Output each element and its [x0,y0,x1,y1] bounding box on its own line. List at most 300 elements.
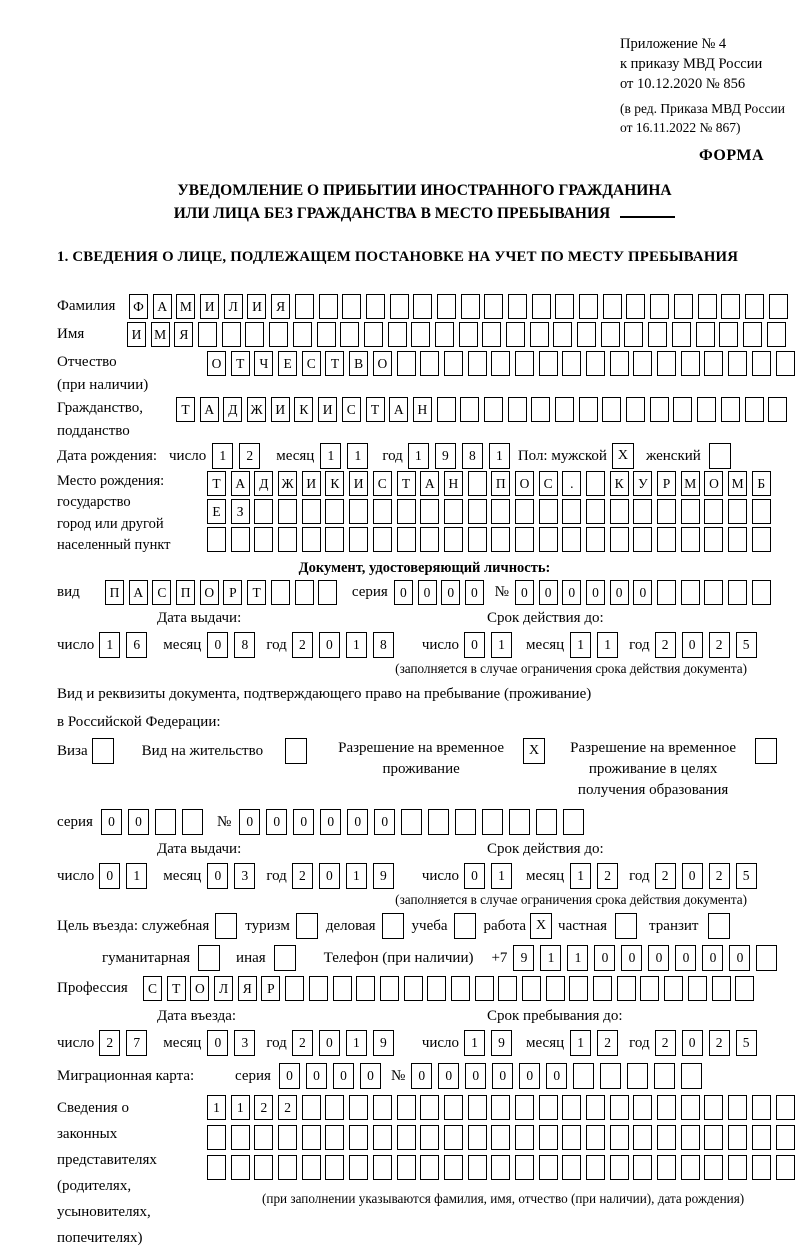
char-cell[interactable]: А [129,580,148,605]
char-cell[interactable] [325,499,344,524]
char-cell[interactable] [650,397,669,422]
char-cell[interactable] [455,809,476,835]
char-cell[interactable]: 0 [546,1063,567,1089]
char-cell[interactable]: И [318,397,337,422]
char-cell[interactable] [728,1095,747,1120]
char-cell[interactable] [610,351,629,376]
char-cell[interactable] [610,527,629,552]
char-cell[interactable] [674,294,693,319]
char-cell[interactable] [640,976,659,1001]
char-cell[interactable] [657,499,676,524]
char-cell[interactable]: О [200,580,219,605]
char-cell[interactable] [681,1063,702,1089]
char-cell[interactable] [498,976,517,1001]
char-cell[interactable]: И [127,322,146,347]
char-cell[interactable]: И [247,294,266,319]
char-cell[interactable] [508,397,527,422]
char-cell[interactable] [325,1155,344,1180]
char-cell[interactable] [468,1095,487,1120]
char-cell[interactable] [579,294,598,319]
char-cell[interactable]: 1 [99,632,120,658]
char-cell[interactable] [752,499,771,524]
char-cell[interactable] [610,1155,629,1180]
char-cell[interactable]: И [302,471,321,496]
char-cell[interactable] [222,322,241,347]
char-cell[interactable] [420,1095,439,1120]
char-cell[interactable] [356,976,375,1001]
char-cell[interactable]: П [491,471,510,496]
char-cell[interactable] [627,1063,648,1089]
char-cell[interactable]: 0 [682,1030,703,1056]
char-cell[interactable]: Т [366,397,385,422]
purpose-tourism-checkbox[interactable] [296,913,318,939]
char-cell[interactable]: 0 [207,863,228,889]
char-cell[interactable] [342,294,361,319]
char-cell[interactable]: 0 [465,1063,486,1089]
char-cell[interactable] [681,1095,700,1120]
char-cell[interactable] [411,322,430,347]
char-cell[interactable] [648,322,667,347]
char-cell[interactable] [539,499,558,524]
char-cell[interactable]: Е [207,499,226,524]
char-cell[interactable] [198,322,217,347]
char-cell[interactable] [562,1125,581,1150]
char-cell[interactable]: С [373,471,392,496]
char-cell[interactable] [444,499,463,524]
char-cell[interactable]: Л [224,294,243,319]
char-cell[interactable] [309,976,328,1001]
char-cell[interactable] [586,1125,605,1150]
char-cell[interactable]: 0 [464,863,485,889]
char-cell[interactable]: . [562,471,581,496]
char-cell[interactable] [633,527,652,552]
char-cell[interactable] [586,471,605,496]
char-cell[interactable]: К [294,397,313,422]
sex-male-checkbox[interactable]: X [612,443,634,469]
char-cell[interactable]: Т [207,471,226,496]
char-cell[interactable]: 0 [441,580,460,605]
char-cell[interactable] [278,1125,297,1150]
char-cell[interactable]: М [176,294,195,319]
char-cell[interactable]: 1 [231,1095,250,1120]
char-cell[interactable]: О [373,351,392,376]
residence-permit-checkbox[interactable] [285,738,307,764]
char-cell[interactable]: 9 [373,863,394,889]
char-cell[interactable] [325,527,344,552]
char-cell[interactable] [231,1155,250,1180]
char-cell[interactable] [182,809,203,835]
char-cell[interactable]: 5 [736,863,757,889]
char-cell[interactable] [626,397,645,422]
char-cell[interactable]: 0 [519,1063,540,1089]
char-cell[interactable] [459,322,478,347]
char-cell[interactable]: 2 [709,863,730,889]
char-cell[interactable] [657,1155,676,1180]
char-cell[interactable] [728,527,747,552]
char-cell[interactable]: 0 [347,809,368,835]
char-cell[interactable] [657,351,676,376]
char-cell[interactable] [506,322,525,347]
char-cell[interactable] [704,1125,723,1150]
char-cell[interactable] [482,809,503,835]
char-cell[interactable] [245,322,264,347]
char-cell[interactable] [491,499,510,524]
char-cell[interactable] [302,1095,321,1120]
char-cell[interactable]: 1 [408,443,429,469]
char-cell[interactable] [633,1125,652,1150]
char-cell[interactable] [508,294,527,319]
char-cell[interactable] [397,351,416,376]
char-cell[interactable] [681,499,700,524]
char-cell[interactable] [728,499,747,524]
char-cell[interactable]: З [231,499,250,524]
char-cell[interactable]: К [610,471,629,496]
char-cell[interactable] [491,1095,510,1120]
char-cell[interactable]: Ф [129,294,148,319]
char-cell[interactable] [461,294,480,319]
char-cell[interactable]: 2 [254,1095,273,1120]
char-cell[interactable] [539,1155,558,1180]
char-cell[interactable]: 2 [709,1030,730,1056]
char-cell[interactable]: Т [176,397,195,422]
char-cell[interactable] [721,397,740,422]
char-cell[interactable] [657,1095,676,1120]
char-cell[interactable] [427,976,446,1001]
char-cell[interactable]: А [231,471,250,496]
char-cell[interactable] [586,1095,605,1120]
char-cell[interactable] [769,294,788,319]
char-cell[interactable]: 0 [682,632,703,658]
char-cell[interactable] [207,1155,226,1180]
char-cell[interactable] [633,499,652,524]
char-cell[interactable] [397,499,416,524]
char-cell[interactable] [522,976,541,1001]
char-cell[interactable]: 0 [360,1063,381,1089]
char-cell[interactable]: 1 [346,1030,367,1056]
char-cell[interactable] [562,527,581,552]
char-cell[interactable] [776,1095,795,1120]
purpose-private-checkbox[interactable] [615,913,637,939]
char-cell[interactable] [325,1095,344,1120]
char-cell[interactable]: 0 [99,863,120,889]
char-cell[interactable]: С [152,580,171,605]
char-cell[interactable] [704,1095,723,1120]
char-cell[interactable]: 6 [126,632,147,658]
char-cell[interactable]: 1 [491,632,512,658]
char-cell[interactable]: 0 [492,1063,513,1089]
char-cell[interactable] [254,1125,273,1150]
char-cell[interactable] [460,397,479,422]
char-cell[interactable] [539,527,558,552]
char-cell[interactable]: 0 [418,580,437,605]
char-cell[interactable]: 0 [621,945,642,971]
char-cell[interactable] [295,580,314,605]
char-cell[interactable] [349,527,368,552]
char-cell[interactable] [515,527,534,552]
char-cell[interactable]: 9 [373,1030,394,1056]
char-cell[interactable] [721,294,740,319]
char-cell[interactable] [468,527,487,552]
char-cell[interactable] [697,397,716,422]
char-cell[interactable] [482,322,501,347]
char-cell[interactable]: 2 [597,863,618,889]
char-cell[interactable] [515,351,534,376]
char-cell[interactable] [373,1125,392,1150]
char-cell[interactable]: 2 [292,863,313,889]
char-cell[interactable] [269,322,288,347]
char-cell[interactable] [401,809,422,835]
char-cell[interactable] [681,580,700,605]
char-cell[interactable] [562,1095,581,1120]
char-cell[interactable] [624,322,643,347]
char-cell[interactable]: 2 [239,443,260,469]
char-cell[interactable]: 0 [319,863,340,889]
char-cell[interactable]: 0 [464,632,485,658]
char-cell[interactable] [610,1125,629,1150]
char-cell[interactable]: 0 [101,809,122,835]
char-cell[interactable]: 2 [655,632,676,658]
char-cell[interactable]: 0 [333,1063,354,1089]
char-cell[interactable] [484,294,503,319]
char-cell[interactable] [555,294,574,319]
char-cell[interactable] [293,322,312,347]
char-cell[interactable] [491,351,510,376]
char-cell[interactable]: 0 [239,809,260,835]
char-cell[interactable] [704,580,723,605]
char-cell[interactable]: 0 [279,1063,300,1089]
char-cell[interactable] [704,351,723,376]
char-cell[interactable] [340,322,359,347]
char-cell[interactable]: 3 [234,863,255,889]
char-cell[interactable]: К [325,471,344,496]
char-cell[interactable]: Д [254,471,273,496]
char-cell[interactable] [302,1155,321,1180]
char-cell[interactable]: Т [325,351,344,376]
purpose-transit-checkbox[interactable] [708,913,730,939]
char-cell[interactable] [388,322,407,347]
char-cell[interactable] [413,294,432,319]
char-cell[interactable]: 0 [207,632,228,658]
char-cell[interactable] [515,1095,534,1120]
char-cell[interactable]: 3 [234,1030,255,1056]
char-cell[interactable]: 0 [374,809,395,835]
char-cell[interactable]: 0 [320,809,341,835]
char-cell[interactable] [752,351,771,376]
char-cell[interactable] [546,976,565,1001]
char-cell[interactable] [728,1125,747,1150]
char-cell[interactable]: С [302,351,321,376]
char-cell[interactable] [397,1125,416,1150]
char-cell[interactable] [468,1155,487,1180]
char-cell[interactable]: О [515,471,534,496]
char-cell[interactable] [333,976,352,1001]
char-cell[interactable] [317,322,336,347]
char-cell[interactable] [728,1155,747,1180]
char-cell[interactable] [349,1125,368,1150]
char-cell[interactable]: Т [247,580,266,605]
char-cell[interactable] [428,809,449,835]
char-cell[interactable] [539,1125,558,1150]
char-cell[interactable] [681,1155,700,1180]
char-cell[interactable] [610,499,629,524]
char-cell[interactable] [491,1155,510,1180]
char-cell[interactable] [752,1155,771,1180]
char-cell[interactable]: 0 [539,580,558,605]
char-cell[interactable] [325,1125,344,1150]
char-cell[interactable] [704,499,723,524]
char-cell[interactable] [767,322,786,347]
char-cell[interactable] [451,976,470,1001]
temp-permit-edu-checkbox[interactable] [755,738,777,764]
char-cell[interactable] [664,976,683,1001]
char-cell[interactable]: 1 [126,863,147,889]
char-cell[interactable] [698,294,717,319]
char-cell[interactable]: 2 [709,632,730,658]
char-cell[interactable]: Ч [254,351,273,376]
char-cell[interactable]: Т [231,351,250,376]
char-cell[interactable]: 1 [207,1095,226,1120]
char-cell[interactable] [617,976,636,1001]
char-cell[interactable] [404,976,423,1001]
char-cell[interactable] [491,527,510,552]
char-cell[interactable]: 0 [675,945,696,971]
char-cell[interactable]: 0 [586,580,605,605]
char-cell[interactable]: М [151,322,170,347]
char-cell[interactable] [444,1125,463,1150]
char-cell[interactable] [776,1155,795,1180]
char-cell[interactable] [397,1155,416,1180]
char-cell[interactable]: 0 [610,580,629,605]
char-cell[interactable]: 0 [648,945,669,971]
char-cell[interactable] [555,397,574,422]
visa-checkbox[interactable] [92,738,114,764]
char-cell[interactable]: П [176,580,195,605]
char-cell[interactable] [735,976,754,1001]
char-cell[interactable] [207,527,226,552]
char-cell[interactable] [601,322,620,347]
char-cell[interactable] [586,527,605,552]
char-cell[interactable]: 2 [292,1030,313,1056]
char-cell[interactable] [468,351,487,376]
char-cell[interactable]: Т [167,976,186,1001]
char-cell[interactable] [573,1063,594,1089]
char-cell[interactable] [373,1095,392,1120]
char-cell[interactable] [657,1125,676,1150]
char-cell[interactable]: 9 [435,443,456,469]
char-cell[interactable] [633,351,652,376]
char-cell[interactable]: 0 [729,945,750,971]
char-cell[interactable] [603,294,622,319]
char-cell[interactable]: Д [223,397,242,422]
purpose-official-checkbox[interactable] [215,913,237,939]
char-cell[interactable]: 0 [293,809,314,835]
char-cell[interactable] [278,527,297,552]
char-cell[interactable]: Я [271,294,290,319]
char-cell[interactable] [752,527,771,552]
char-cell[interactable]: 8 [234,632,255,658]
char-cell[interactable]: 1 [464,1030,485,1056]
char-cell[interactable] [380,976,399,1001]
char-cell[interactable] [752,580,771,605]
char-cell[interactable]: 0 [128,809,149,835]
char-cell[interactable]: 2 [292,632,313,658]
char-cell[interactable] [364,322,383,347]
purpose-work-checkbox[interactable]: X [530,913,552,939]
char-cell[interactable] [681,351,700,376]
char-cell[interactable] [712,976,731,1001]
char-cell[interactable] [390,294,409,319]
char-cell[interactable] [593,976,612,1001]
char-cell[interactable]: Р [261,976,280,1001]
char-cell[interactable] [373,499,392,524]
char-cell[interactable] [681,1125,700,1150]
char-cell[interactable] [562,499,581,524]
char-cell[interactable] [271,580,290,605]
char-cell[interactable]: 8 [462,443,483,469]
char-cell[interactable] [254,499,273,524]
char-cell[interactable] [254,1155,273,1180]
char-cell[interactable] [349,499,368,524]
char-cell[interactable] [563,809,584,835]
char-cell[interactable]: 0 [562,580,581,605]
purpose-humanitarian-checkbox[interactable] [198,945,220,971]
char-cell[interactable]: 1 [346,863,367,889]
char-cell[interactable] [349,1155,368,1180]
char-cell[interactable] [468,499,487,524]
char-cell[interactable]: Ж [278,471,297,496]
char-cell[interactable]: Б [752,471,771,496]
char-cell[interactable]: С [143,976,162,1001]
char-cell[interactable] [536,809,557,835]
char-cell[interactable] [745,294,764,319]
char-cell[interactable] [681,527,700,552]
char-cell[interactable] [626,294,645,319]
char-cell[interactable] [373,1155,392,1180]
char-cell[interactable]: Р [223,580,242,605]
char-cell[interactable]: 5 [736,1030,757,1056]
char-cell[interactable] [672,322,691,347]
char-cell[interactable]: П [105,580,124,605]
char-cell[interactable] [515,499,534,524]
char-cell[interactable] [532,294,551,319]
char-cell[interactable]: 0 [633,580,652,605]
char-cell[interactable]: А [420,471,439,496]
char-cell[interactable] [657,527,676,552]
char-cell[interactable]: 1 [567,945,588,971]
char-cell[interactable]: 1 [597,632,618,658]
char-cell[interactable] [302,1125,321,1150]
char-cell[interactable]: 1 [347,443,368,469]
char-cell[interactable]: О [704,471,723,496]
char-cell[interactable] [728,580,747,605]
char-cell[interactable] [515,1125,534,1150]
char-cell[interactable] [531,397,550,422]
char-cell[interactable] [397,527,416,552]
char-cell[interactable] [650,294,669,319]
char-cell[interactable]: 8 [373,632,394,658]
char-cell[interactable] [756,945,777,971]
char-cell[interactable]: 0 [394,580,413,605]
char-cell[interactable]: 9 [491,1030,512,1056]
char-cell[interactable]: 1 [212,443,233,469]
char-cell[interactable] [468,471,487,496]
char-cell[interactable] [366,294,385,319]
char-cell[interactable]: 2 [597,1030,618,1056]
char-cell[interactable] [696,322,715,347]
char-cell[interactable]: В [349,351,368,376]
temp-permit-checkbox[interactable]: X [523,738,545,764]
char-cell[interactable]: 0 [319,1030,340,1056]
